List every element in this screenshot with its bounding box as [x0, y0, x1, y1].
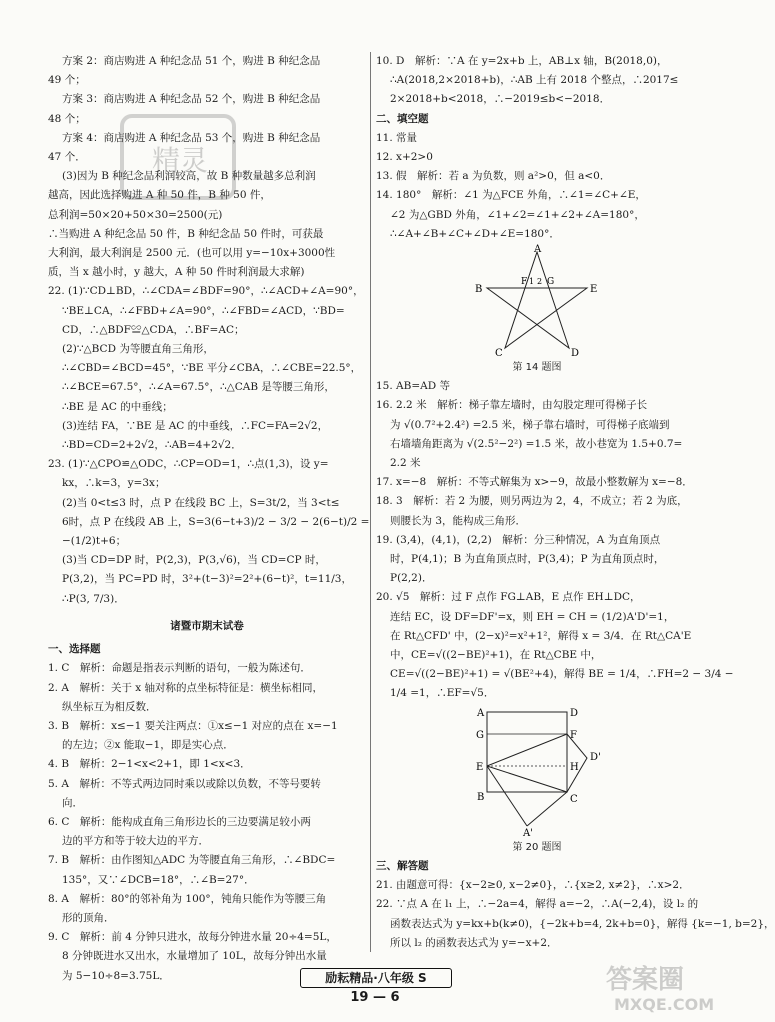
- left-line: (3)因为 B 种纪念品利润较高，故 B 种数量越多总利润: [62, 170, 316, 183]
- choice-line: 为 5−10÷8=3.75L．: [62, 969, 170, 982]
- left-line: 48 个；: [48, 112, 86, 125]
- right-line: 12. x+2>0: [376, 151, 433, 164]
- left-line: ∴∠CBD=∠BCD=45°，∵BE 平分∠CBA，∴∠CBE=22.5°，: [62, 362, 362, 375]
- right-line: ∠2 为△GBD 外角，∠1+∠2=∠1+∠2+∠A=180°，: [390, 208, 645, 221]
- right-line: 21. 由题意可得：{x−2≥0, x−2≠0}，∴{x≥2, x≠2}，∴x>2．: [376, 879, 690, 892]
- right-line: 时，P(4,1)；B 为直角顶点时，P(3,4)；P 为直角顶点时，: [390, 553, 665, 566]
- right-line: 中，CE=√((2−BE)²+1)，在 Rt△CBE 中，: [390, 649, 602, 662]
- choice-line: 5. A 解析：不等式两边同时乘以或除以负数，不等号要转: [48, 777, 321, 790]
- left-line: 47 个．: [48, 151, 86, 164]
- left-line: CD，∴△BDF≌△CDA，∴BF=AC；: [62, 323, 245, 336]
- right-line: ∴A(2018,2×2018+b)，∴AB 上有 2018 个整点，∴2017≤: [390, 74, 679, 87]
- fig20-label-d-prime: D': [590, 751, 601, 763]
- right-line: 17. x=−8 解析：不等式解集为 x>−9，故最小整数解为 x=−8．: [376, 476, 693, 489]
- fig14-label-b: B: [475, 284, 483, 296]
- left-line: 23. (1)∵△CPO≌△ODC，∴CP=OD=1，∴点(1,3)，设 y=: [48, 458, 329, 471]
- fig20-label-h: H: [570, 761, 579, 773]
- fig14-label-g: G: [547, 277, 555, 288]
- fig14-label-e: E: [590, 284, 598, 296]
- left-line: ∴BD=CD=2+2√2，∴AB=4+2√2．: [62, 439, 242, 452]
- left-line: ∴∠BCE=67.5°，∴∠A=67.5°，∴△CAB 是等腰三角形，: [62, 381, 335, 394]
- right-line: 函数表达式为 y=kx+b(k≠0)，{−2k+b=4, 2k+b=0}，解得 {k=−1, b=2}，: [390, 917, 775, 930]
- figure-20-fold: [457, 706, 617, 839]
- right-line: 连结 EC，设 DF=DF'=x，则 EH = CH = (1/2)A'D'=1，: [390, 610, 675, 623]
- fig14-label-a: A: [534, 244, 542, 256]
- right-line: 15. AB=AD 等: [376, 380, 450, 393]
- choice-line: 形的顶角．: [62, 911, 115, 924]
- fig20-label-c: C: [570, 793, 578, 805]
- fig14-label-c: C: [495, 348, 503, 360]
- left-line: (2)∵△BCD 为等腰直角三角形，: [62, 343, 214, 356]
- left-line: 6时，点 P 在线段 AB 上，S=3(6−t+3)/2 − 3/2 − 2(6−t)/2 =: [62, 515, 370, 528]
- left-line: kx，∴k=3，y=3x；: [62, 477, 166, 490]
- right-line: 在 Rt△CFD' 中，(2−x)²=x²+1²，解得 x = 3/4．在 Rt△CA'E: [390, 629, 692, 642]
- fig20-label-d: D: [570, 707, 579, 719]
- right-line: 2.2 米: [390, 457, 421, 470]
- left-line: 总利润=50×20+50×30=2500(元): [48, 208, 223, 221]
- choice-line: 边的平方和等于较大边的平方．: [62, 835, 209, 848]
- fig14-label-f: F: [521, 277, 528, 288]
- stamp-watermark: [118, 112, 238, 202]
- section-answer-heading: 三、解答题: [376, 859, 429, 872]
- section-choice-heading: 一、选择题: [48, 643, 101, 656]
- right-line: 20. √5 解析：过 F 点作 FG⊥AB，E 点作 EH⊥DC，: [376, 591, 641, 604]
- figure-20-caption: 第 20 题图: [512, 841, 562, 853]
- fig20-label-g: G: [476, 729, 484, 741]
- left-line: (2)当 0<t≤3 时，点 P 在线段 BC 上，S=3t/2，当 3<t≤: [62, 496, 340, 509]
- choice-line: 9. C 解析：前 4 分钟只进水，故每分钟进水量 20÷4=5L，: [48, 931, 337, 944]
- left-line: ∴P(3, 7/3)．: [62, 592, 125, 605]
- choice-line: 135°，又∵∠DCB=18°，∴∠B=27°．: [62, 873, 255, 886]
- right-answers-top: [376, 52, 698, 244]
- choice-line: 8. A 解析：80°的邻补角为 100°，钝角只能作为等腰三角: [48, 892, 327, 905]
- left-line: ∴当购进 A 种纪念品 50 件，B 种纪念品 50 件时，可获最: [48, 227, 324, 240]
- right-line: ∴∠A+∠B+∠C+∠D+∠E=180°．: [390, 227, 560, 240]
- left-line: 方案 4：商店购进 A 种纪念品 53 个，购进 B 种纪念品: [62, 131, 321, 144]
- right-line: 1/4 =1，∴EF=√5．: [390, 687, 495, 700]
- choice-line: 6. C 解析：能构成直角三角形边长的三边要满足较小两: [48, 815, 311, 828]
- choice-line: 2. A 解析：关于 x 轴对称的点坐标特征是：横坐标相同，: [48, 681, 324, 694]
- watermark-text: 答案圈: [606, 965, 685, 995]
- right-answers-middle: [376, 377, 734, 703]
- right-line: 18. 3 解析：若 2 为腰，则另两边为 2，4，不成立；若 2 为底，: [376, 495, 688, 508]
- right-line: 13. 假 解析：若 a 为负数，则 a²>0，但 a<0．: [376, 170, 611, 183]
- fig14-label-1: 1: [529, 277, 535, 287]
- choice-line: 8 分钟既进水又出水，水量增加了 10L，故每分钟出水量: [62, 950, 327, 963]
- stamp-text: 精灵: [152, 144, 209, 177]
- choice-line: 7. B 解析：由作图知△ADC 为等腰直角三角形，∴∠BDC=: [48, 854, 336, 867]
- brand-badge: 励耘精品·八年级 S: [300, 968, 452, 988]
- figure-14-caption: 第 14 题图: [512, 362, 562, 374]
- watermark-url: MXQE.COM: [614, 995, 715, 1014]
- choice-answers: [48, 659, 366, 985]
- left-line: (3)当 CD=DP 时，P(2,3)，P(3,√6)，当 CD=CP 时，: [62, 554, 326, 567]
- choice-line: 的左边；②x 能取−1，即是实心点．: [62, 739, 234, 752]
- right-line: 则腰长为 3，能构成三角形．: [390, 514, 527, 527]
- exam-title: 诸暨市期末试卷: [170, 619, 244, 632]
- right-line: 所以 l₂ 的函数表达式为 y=−x+2．: [390, 936, 558, 949]
- left-line: (3)连结 FA，∵BE 是 AC 的中垂线，∴FC=FA=2√2，: [62, 419, 329, 432]
- right-line: 10. D 解析：∵A 在 y=2x+b 上，AB⊥x 轴，B(2018,0)，: [376, 55, 668, 67]
- right-line: 11. 常量: [376, 131, 418, 144]
- right-line: 二、填空题: [376, 112, 429, 125]
- left-line: ∵BE⊥CA，∴∠FBD+∠A=90°，∴∠FBD=∠ACD，∵BD=: [62, 304, 345, 317]
- left-line: 方案 2：商店购进 A 种纪念品 51 个，购进 B 种纪念品: [62, 55, 321, 67]
- choice-line: 纵坐标互为相反数．: [62, 700, 157, 713]
- left-line: 大利润，最大利润是 2500 元．(也可以用 y=−10x+3000性: [48, 247, 336, 260]
- left-line: 方案 3：商店购进 A 种纪念品 52 个，购进 B 种纪念品: [62, 93, 321, 106]
- choice-line: 1. C 解析：命题是指表示判断的语句，一般为陈述句．: [48, 662, 311, 675]
- right-line: P(2,2)．: [390, 572, 433, 585]
- choice-line: 3. B 解析：x≤−1 要关注两点：①x≤−1 对应的点在 x=−1: [48, 719, 338, 732]
- left-line: ∴BE 是 AC 的中垂线；: [62, 400, 173, 413]
- right-column: [376, 52, 775, 953]
- left-line: P(3,2)，当 PC=PD 时，3²+(t−3)²=2²+(6−t)²，t=11/3，: [62, 573, 352, 586]
- fig20-label-b: B: [477, 791, 485, 803]
- corner-watermark: [600, 960, 740, 1016]
- left-line: 22. (1)∵CD⊥BD，∴∠CDA=∠BDF=90°，∴∠ACD+∠A=90°，: [48, 285, 364, 298]
- right-line: 14. 180° 解析：∠1 为△FCE 外角，∴∠1=∠C+∠E，: [376, 189, 646, 202]
- left-line: −(1/2)t+6；: [62, 535, 127, 548]
- right-line: 右墙墙角距离为 √(2.5²−2²) =1.5 米，故小巷宽为 1.5+0.7=: [390, 437, 683, 450]
- right-answers-bottom: [376, 876, 775, 953]
- choice-line: 4. B 解析：2−1<x<2+1，即 1<x<3．: [48, 758, 251, 771]
- page-number: 19 — 6: [350, 990, 400, 1005]
- right-line: 为 √(0.7²+2.4²) =2.5 米，梯子靠右墙时，可得梯子底端到: [390, 418, 670, 431]
- column-divider: [370, 52, 371, 952]
- fig20-label-a: A: [477, 707, 485, 719]
- figure-14-star: [467, 244, 607, 360]
- fig20-label-e: E: [476, 761, 484, 773]
- fig20-label-f: F: [570, 729, 577, 741]
- right-line: 22. ∵点 A 在 l₁ 上，∴−2a=4，解得 a=−2，∴A(−2,4)，设 l₂ 的: [376, 898, 699, 911]
- right-line: 19. (3,4)，(4,1)，(2,2) 解析：分三种情况，A 为直角顶点: [376, 533, 661, 546]
- fig14-label-d: D: [571, 348, 580, 360]
- fig14-label-2: 2: [537, 277, 543, 287]
- left-line: 49 个；: [48, 74, 86, 87]
- choice-line: 向．: [62, 796, 83, 809]
- right-line: 2×2018+b<2018，∴−2019≤b<−2018．: [390, 93, 611, 106]
- left-line: 越高，因此选择购进 A 种 50 件，B 种 50 件，: [48, 189, 271, 202]
- fig20-label-a-prime: A': [523, 827, 533, 839]
- right-line: CE=√((2−BE)²+1) = √(BE²+4)，解得 BE = 1/4，∴FH=2 − 3/4 −: [390, 668, 734, 681]
- left-line: 质，当 x 越小时，y 越大，A 种 50 件时利润最大求解): [48, 266, 305, 279]
- right-line: 16. 2.2 米 解析：梯子靠左墙时，由勾股定理可得梯子长: [376, 399, 648, 412]
